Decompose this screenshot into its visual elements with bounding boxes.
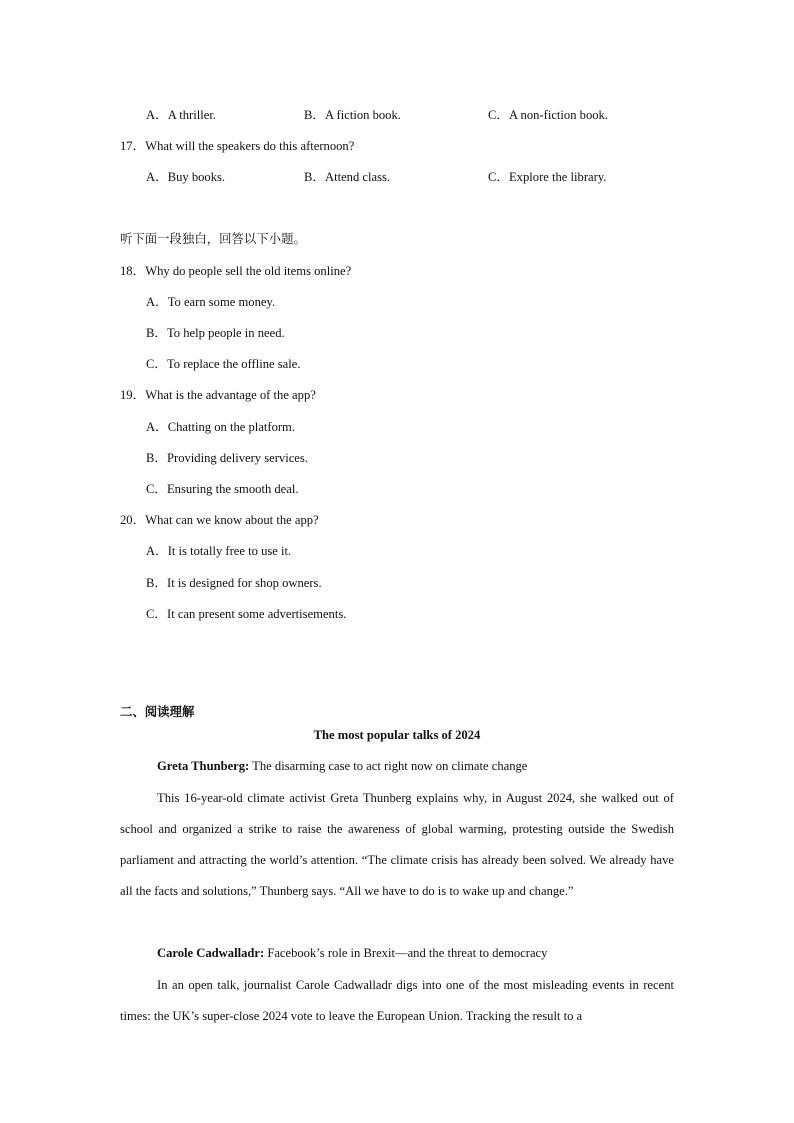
talk2-speaker: Carole Cadwalladr: <box>157 946 265 960</box>
talk2-topic: Facebook’s role in Brexit—and the threat to democracy <box>264 946 548 960</box>
q19-option-b: B．Providing delivery services. <box>146 451 308 465</box>
q20-option-a: A．It is totally free to use it. <box>146 544 292 558</box>
talk1-speaker: Greta Thunberg: <box>157 759 250 773</box>
q17-option-b: B．Attend class. <box>304 170 391 184</box>
q17-option-a: A．Buy books. <box>146 170 226 184</box>
q20-question: 20．What can we know about the app? <box>120 513 319 527</box>
q18-option-a: A．To earn some money. <box>146 295 276 309</box>
talk1-header <box>157 759 527 774</box>
q17-option-c: C．Explore the library. <box>488 170 607 184</box>
q16-option-a: A．A thriller. <box>146 108 216 122</box>
q20-option-b: B．It is designed for shop owners. <box>146 576 322 590</box>
q16-option-b: B．A fiction book. <box>304 108 401 122</box>
q18-option-c: C．To replace the offline sale. <box>146 357 301 371</box>
q20-option-c: C．It can present some advertisements. <box>146 607 347 621</box>
section-heading: 二、阅读理解 <box>120 704 195 719</box>
q18-question: 18．Why do people sell the old items online? <box>120 264 352 278</box>
talk1-topic: The disarming case to act right now on climate change <box>249 759 528 773</box>
q17-question: 17．What will the speakers do this afternoon? <box>120 139 355 153</box>
talk2-body: In an open talk, journalist Carole Cadwalladr digs into one of the most misleading events in recent times: the UK’s super-close 2024 vote to leave the European Union. Tracking the result to a <box>120 978 674 1023</box>
talk1-body: This 16-year-old climate activist Greta Thunberg explains why, in August 2024, she walked out of school and organized a strike to raise the awareness of global warming, protesting outside the Swedish parliament and attracting the world’s attention. “The climate crisis has already been solved. We already have all the facts and solutions,” Thunberg says. “All we have to do is to wake up and change.” <box>120 791 674 898</box>
q16-option-c: C．A non-fiction book. <box>488 108 608 122</box>
passage-title: The most popular talks of 2024 <box>313 728 481 742</box>
monologue-instruction: 听下面一段独白，回答以下小题。 <box>120 231 306 246</box>
q18-option-b: B．To help people in need. <box>146 326 285 340</box>
q19-option-a: A．Chatting on the platform. <box>146 420 296 434</box>
q19-option-c: C．Ensuring the smooth deal. <box>146 482 299 496</box>
q19-question: 19．What is the advantage of the app? <box>120 388 316 402</box>
talk2-header <box>157 946 547 961</box>
